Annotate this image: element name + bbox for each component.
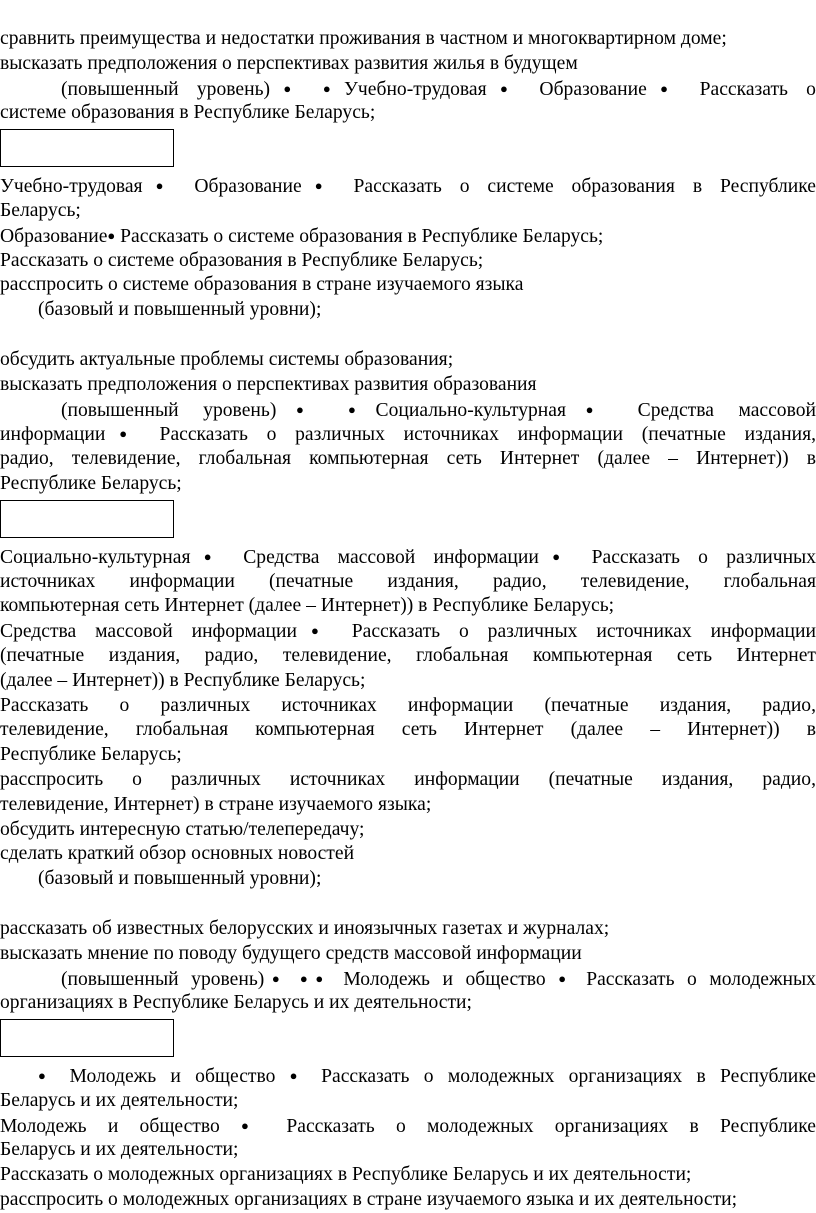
text-line: Средства массовой информации● Рассказать о различных источниках информации bbox=[0, 621, 816, 643]
text-line: (повышенный уровень)● ●Социально-культурная● Средства массовой bbox=[61, 399, 816, 421]
text-line: высказать мнение по поводу будущего средств массовой информации bbox=[0, 942, 582, 964]
bullet-icon: ● bbox=[107, 227, 116, 243]
bullet-icon: ● bbox=[289, 1068, 307, 1084]
bullet-icon: ● bbox=[240, 1117, 266, 1133]
empty-box bbox=[0, 500, 174, 538]
text-line: телевидение, Интернет) в стране изучаемого языка; bbox=[0, 793, 432, 815]
text-line: сделать краткий обзор основных новостей bbox=[0, 843, 355, 865]
bullet-icon: ● bbox=[486, 80, 522, 96]
text-line: Учебно-трудовая● Образование● Рассказать о системе образования в Республике bbox=[0, 176, 816, 198]
text-line: телевидение, глобальная компьютерная сеть Интернет (далее – Интернет)) в bbox=[0, 719, 816, 741]
bullet-icon: ● bbox=[566, 401, 614, 417]
text-line: источниках информации (печатные издания, радио, телевидение, глобальная bbox=[0, 570, 816, 592]
bullet-icon: ● bbox=[270, 80, 305, 96]
text-line: (базовый и повышенный уровни); bbox=[38, 868, 322, 890]
bullet-icon: ● bbox=[190, 548, 225, 564]
text-line: расспросить о различных источниках информации (печатные издания, радио, bbox=[0, 768, 816, 790]
bullet-icon: ● bbox=[38, 1068, 56, 1084]
text-line: сравнить преимущества и недостатки проживания в частном и многоквартирном доме; bbox=[0, 28, 727, 49]
text-line: рассказать об известных белорусских и иноязычных газетах и журналах; bbox=[0, 917, 610, 939]
bullet-icon: ● bbox=[296, 623, 333, 639]
text-line: (далее – Интернет)) в Республике Беларусь; bbox=[0, 669, 366, 691]
bullet-icon: ● bbox=[646, 80, 682, 96]
bullet-icon: ● bbox=[558, 970, 574, 986]
text-line: расспросить о системе образования в стране изучаемого языка bbox=[0, 274, 524, 296]
text-line: организациях в Республике Беларусь и их деятельности; bbox=[0, 992, 472, 1014]
text-line: высказать предположения о перспективах развития образования bbox=[0, 373, 537, 395]
text-line: Молодежь и общество ● Рассказать о молодежных организациях в Республике bbox=[0, 1115, 816, 1137]
text-line: (повышенный уровень)● ●● Молодежь и общество ● Рассказать о молодежных bbox=[61, 968, 816, 990]
bullet-icon: ● bbox=[348, 401, 376, 417]
document-body bbox=[0, 27, 816, 1213]
bullet-icon: ● bbox=[142, 178, 177, 194]
bullet-icon: ● bbox=[315, 970, 331, 986]
text-line: Республике Беларусь; bbox=[0, 472, 182, 494]
text-line: Республике Беларусь; bbox=[0, 744, 182, 766]
empty-box bbox=[0, 1019, 174, 1057]
text-line: (базовый и повышенный уровни); bbox=[38, 299, 322, 321]
bullet-icon: ● bbox=[301, 178, 336, 194]
text-line: Образование● Рассказать о системе образования в Республике Беларусь; bbox=[0, 225, 604, 247]
text-line: обсудить актуальные проблемы системы образования; bbox=[0, 348, 454, 370]
bullet-icon: ● bbox=[322, 80, 345, 96]
bullet-icon: ● bbox=[299, 970, 316, 986]
text-line: Рассказать о системе образования в Республике Беларусь; bbox=[0, 249, 484, 271]
text-line: системе образования в Республике Беларусь; bbox=[0, 102, 376, 124]
text-line: (повышенный уровень)● ●Учебно-трудовая● Образование● Рассказать о bbox=[61, 78, 816, 100]
text-line: высказать предположения о перспективах развития жилья в будущем bbox=[0, 52, 578, 74]
text-line: Беларусь и их деятельности; bbox=[0, 1089, 239, 1111]
text-line: радио, телевидение, глобальная компьютерная сеть Интернет (далее – Интернет)) в bbox=[0, 448, 816, 470]
bullet-icon: ● bbox=[105, 426, 141, 442]
text-line: Рассказать о молодежных организациях в Республике Беларусь и их деятельности; bbox=[0, 1164, 692, 1186]
text-line: (печатные издания, радио, телевидение, глобальная компьютерная сеть Интернет bbox=[0, 644, 816, 666]
empty-box bbox=[0, 129, 174, 167]
text-line: Беларусь и их деятельности; bbox=[0, 1139, 239, 1161]
text-line: расспросить о молодежных организациях в стране изучаемого языка и их деятельности; bbox=[0, 1189, 738, 1211]
text-line: Рассказать о различных источниках информации (печатные издания, радио, bbox=[0, 694, 816, 716]
bullet-icon: ● bbox=[276, 401, 324, 417]
text-line: обсудить интересную статью/телепередачу; bbox=[0, 818, 365, 840]
text-line: Беларусь; bbox=[0, 199, 81, 221]
bullet-icon: ● bbox=[264, 970, 288, 986]
bullet-icon: ● bbox=[538, 548, 574, 564]
text-line: ● Молодежь и общество ● Рассказать о молодежных организациях в Республике bbox=[38, 1066, 816, 1088]
text-line: Социально-культурная● Средства массовой информации● Рассказать о различных bbox=[0, 546, 816, 568]
text-line: информации● Рассказать о различных источниках информации (печатные издания, bbox=[0, 424, 816, 446]
text-line: компьютерная сеть Интернет (далее – Интернет)) в Республике Беларусь; bbox=[0, 595, 615, 617]
